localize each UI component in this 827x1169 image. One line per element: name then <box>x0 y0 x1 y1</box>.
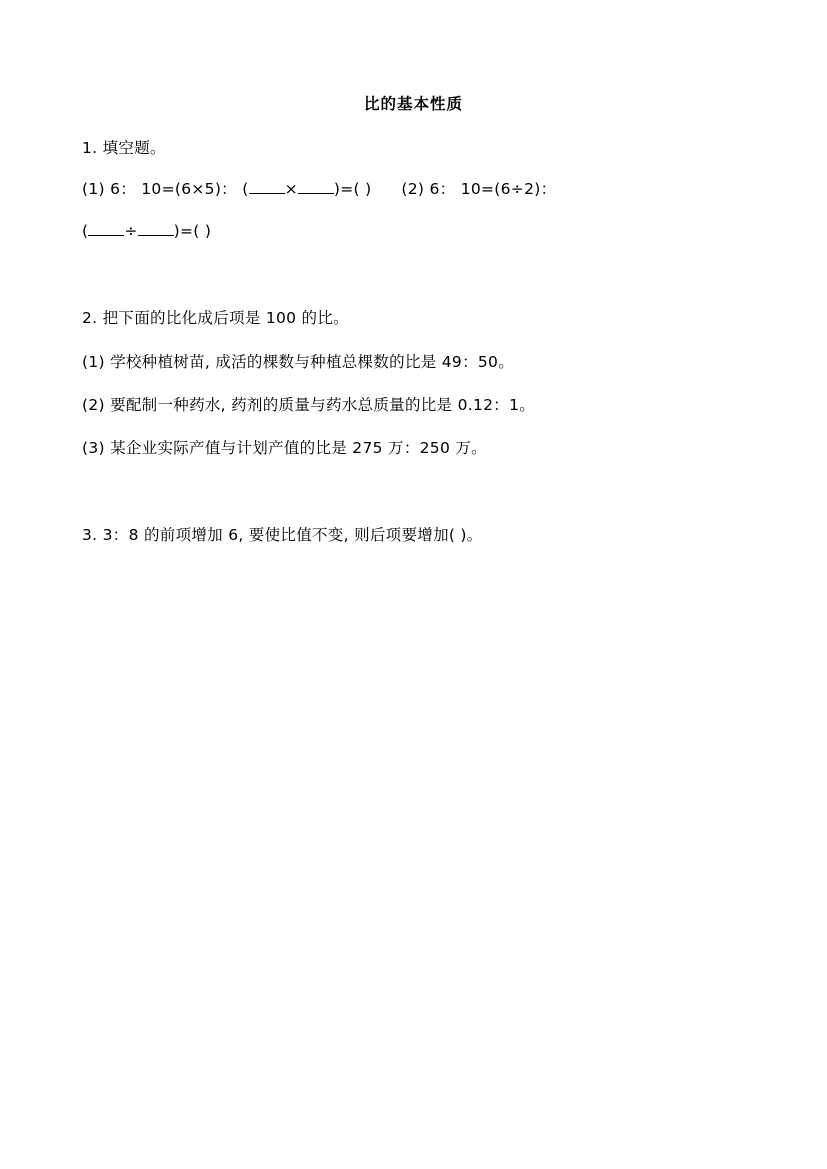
divide-symbol: ÷ <box>124 222 138 240</box>
question-2-item: (1) 学校种植树苗, 成活的棵数与种植总棵数的比是 49：50。 <box>82 353 515 371</box>
question-2-item: (2) 要配制一种药水, 药剂的质量与药水总质量的比是 0.12：1。 <box>82 396 536 414</box>
question-1-line-2 <box>82 221 211 241</box>
question-2-item: (3) 某企业实际产值与计划产值的比是 275 万：250 万。 <box>82 439 487 457</box>
question-3-text: 3. 3：8 的前项增加 6, 要使比值不变, 则后项要增加( )。 <box>82 526 483 544</box>
page-title: 比的基本性质 <box>363 95 463 113</box>
answer-blank[interactable] <box>138 221 174 236</box>
answer-blank[interactable] <box>298 179 334 194</box>
answer-blank[interactable] <box>249 179 285 194</box>
times-symbol: × <box>284 180 298 198</box>
q1-part3-text: (2) 6： 10=(6÷2)： <box>401 180 557 198</box>
question-1-line-1 <box>82 179 556 199</box>
q1-open-paren: ( <box>82 222 89 240</box>
q1-part2-text: )=( ) <box>333 180 372 198</box>
q1-close-text: )=( ) <box>173 222 212 240</box>
question-1-heading: 1. 填空题。 <box>82 139 166 157</box>
question-2-heading: 2. 把下面的比化成后项是 100 的比。 <box>82 309 349 327</box>
answer-blank[interactable] <box>88 221 124 236</box>
q1-part1-text: (1) 6： 10=(6×5)： ( <box>82 180 249 198</box>
